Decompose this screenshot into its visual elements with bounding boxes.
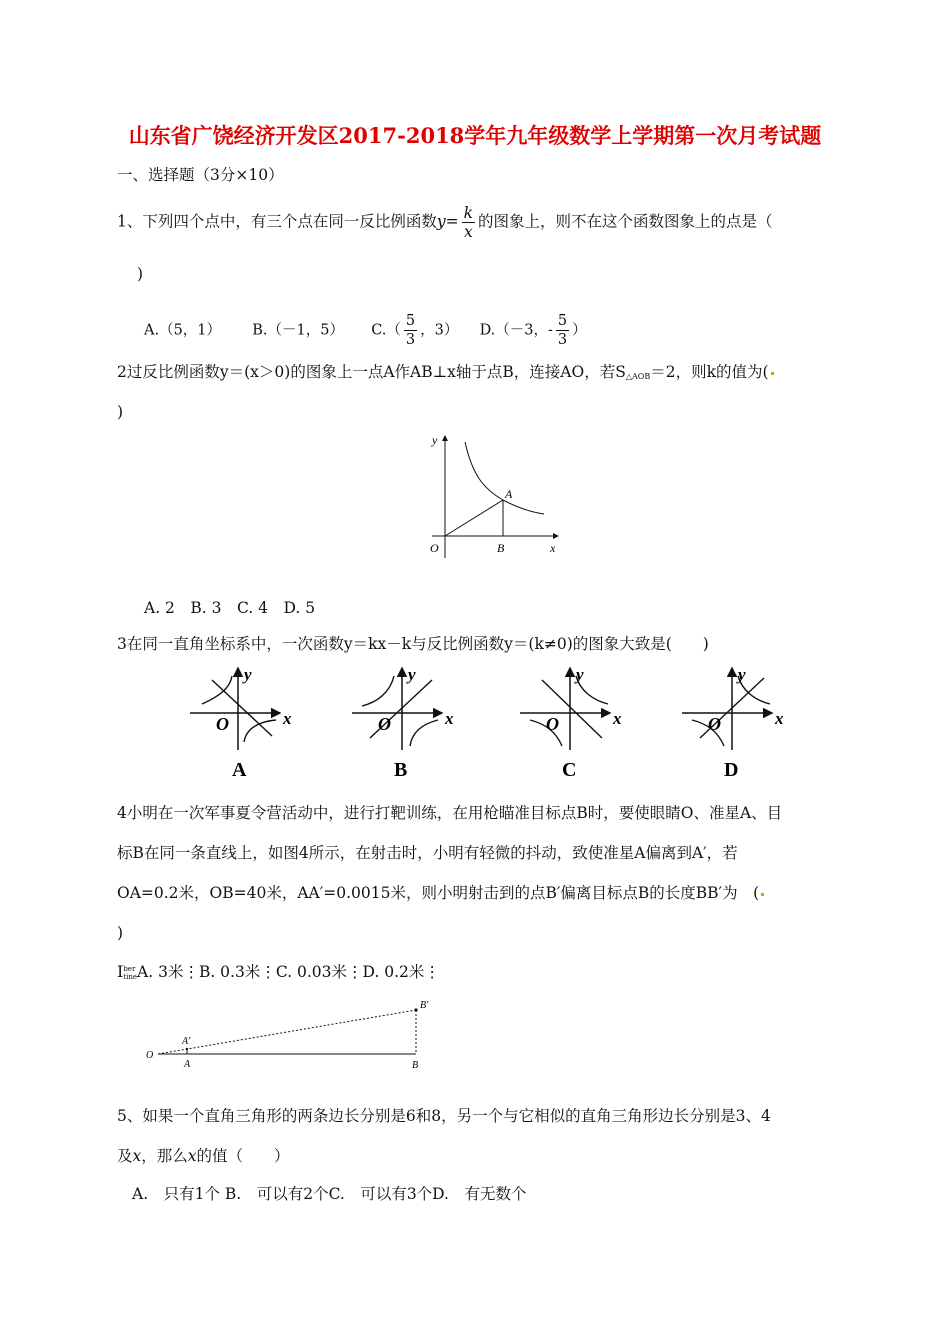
q4-label-o: O: [146, 1050, 154, 1061]
q1-y: y: [436, 212, 446, 231]
q1-d-numerator: 5: [557, 313, 568, 329]
q4-close-paren: ): [117, 924, 124, 942]
q2-label-b: B: [497, 541, 505, 555]
q3-b-x-label: x: [445, 709, 454, 728]
q5-line-2-pre: 及: [117, 1147, 133, 1165]
q3-label-a: A: [232, 759, 247, 781]
q1-option-a: A.（5，1）: [144, 322, 222, 339]
q3-a-x-label: x: [283, 709, 292, 728]
q2-text-end: ＝2，则k的值为(: [650, 363, 769, 381]
q2-segment-ao: [445, 500, 503, 536]
q4-line-3-text: OA=0.2米，OB=40米，AA′=0.0015米，则小明射击到的点B′偏离目标点B的长度BB′为 (: [117, 884, 760, 902]
q5-line-2-post: 的值（ ）: [196, 1147, 290, 1165]
q2-label-a: A: [505, 487, 513, 501]
q3-panel-a: [190, 665, 292, 781]
q3-b-y-label: y: [408, 665, 416, 684]
q3-figures: [180, 658, 800, 786]
scan-artifact-top: ber: [123, 965, 136, 973]
q5-x-2: x: [187, 1147, 197, 1165]
q3-label-b: B: [394, 759, 408, 781]
q1-option-b: B.（－1，5）: [252, 322, 344, 339]
q3-c-origin: O: [546, 714, 559, 734]
q4-line-3: [117, 883, 764, 903]
q4-label-b-prime: B′: [420, 1000, 429, 1011]
q5-options: A. 只有1个 B. 可以有2个C. 可以有3个D. 有无数个: [132, 1185, 527, 1203]
q1-option-d-prefix: D.（－3，-: [479, 322, 553, 339]
q3-label-c: C: [562, 759, 577, 781]
q1-c-denominator: 3: [405, 332, 416, 348]
q1-options: [144, 312, 587, 349]
q5-x-1: x: [132, 1147, 142, 1165]
q2-hyperbola: [465, 442, 544, 514]
q5-line-2-mid: ，那么: [141, 1147, 188, 1165]
q2-label-o: O: [430, 541, 439, 555]
q3-c-y-label: y: [576, 665, 584, 684]
page-title: 山东省广饶经济开发区2017-2018学年九年级数学上学期第一次月考试题: [128, 123, 822, 148]
q1-eq: =: [445, 212, 459, 231]
q1-option-c-fraction: [404, 312, 417, 349]
section-heading: 一、选择题（3分×10）: [117, 166, 284, 184]
q4-label-b: B: [412, 1060, 419, 1071]
q2-text: 2过反比例函数y＝(x＞0)的图象上一点A作AB⊥x轴于点B，连接AO，若S: [117, 363, 626, 381]
q3-label-d: D: [724, 759, 739, 781]
q1-frac-denominator: x: [463, 223, 473, 241]
q3-b-origin: O: [378, 714, 391, 734]
q3-c-x-label: x: [613, 709, 622, 728]
scan-artifact-bracket: I: [117, 962, 124, 981]
q3-panel-b: [352, 665, 454, 781]
q4-options-row: [117, 962, 440, 982]
q2-subscript: △AOB: [625, 372, 651, 381]
q5-line-2: [117, 1146, 290, 1166]
q2-close-paren: ): [117, 403, 124, 421]
q2-label-x: x: [550, 541, 556, 555]
q1-frac-numerator: k: [463, 204, 474, 222]
q3-d-y-label: y: [738, 665, 746, 684]
question-2: [117, 362, 774, 387]
q1-suffix: 的图象上，则不在这个函数图象上的点是（: [478, 212, 773, 231]
q3-a-origin: O: [216, 714, 229, 734]
scan-dot: [771, 372, 774, 375]
q3-a-y-label: y: [244, 665, 252, 684]
q1-option-d-fraction: [556, 312, 569, 349]
scan-dot: [761, 893, 764, 896]
q1-option-d-suffix: ）: [572, 322, 587, 339]
q1-fraction: [462, 204, 475, 241]
q2-options: A. 2 B. 3 C. 4 D. 5: [144, 599, 316, 617]
question-3: 3在同一直角坐标系中，一次函数y＝kx－k与反比例函数y＝(k≠0)的图象大致是( ): [117, 635, 709, 653]
question-1: [117, 204, 773, 241]
q4-options: A. 3米⋮B. 0.3米⋮C. 0.03米⋮D. 0.2米⋮: [137, 963, 440, 981]
q1-close-paren: ): [137, 265, 144, 283]
q1-c-numerator: 5: [405, 313, 416, 329]
q1-option-c-suffix: ，3）: [420, 322, 459, 339]
q1-d-denominator: 3: [557, 332, 568, 348]
q3-d-origin: O: [708, 714, 721, 734]
q3-panel-c: [520, 665, 622, 781]
q4-figure: [140, 992, 440, 1082]
scan-artifact: [123, 965, 137, 981]
q4-label-a: A: [184, 1059, 191, 1070]
q4-label-a-prime: A′: [182, 1036, 191, 1047]
q2-figure: [410, 428, 570, 568]
q1-prefix: 1、下列四个点中，有三个点在同一反比例函数: [117, 212, 437, 231]
q3-d-x-label: x: [775, 709, 784, 728]
q2-label-y: y: [432, 433, 438, 447]
q3-panel-d: [682, 665, 784, 781]
scan-artifact-bottom: tine: [123, 973, 138, 981]
q5-line-1: 5、如果一个直角三角形的两条边长分别是6和8，另一个与它相似的直角三角形边长分别是3、4: [117, 1107, 771, 1125]
q4-line-ob-prime: [158, 1010, 416, 1054]
q4-line-2: 标B在同一条直线上，如图4所示，在射击时，小明有轻微的抖动，致使准星A偏离到A′，若: [117, 844, 738, 862]
q4-line-1: 4小明在一次军事夏令营活动中，进行打靶训练，在用枪瞄准目标点B时，要使眼睛O、准星A、目: [117, 804, 783, 822]
q1-option-c-prefix: C.（: [371, 322, 401, 339]
